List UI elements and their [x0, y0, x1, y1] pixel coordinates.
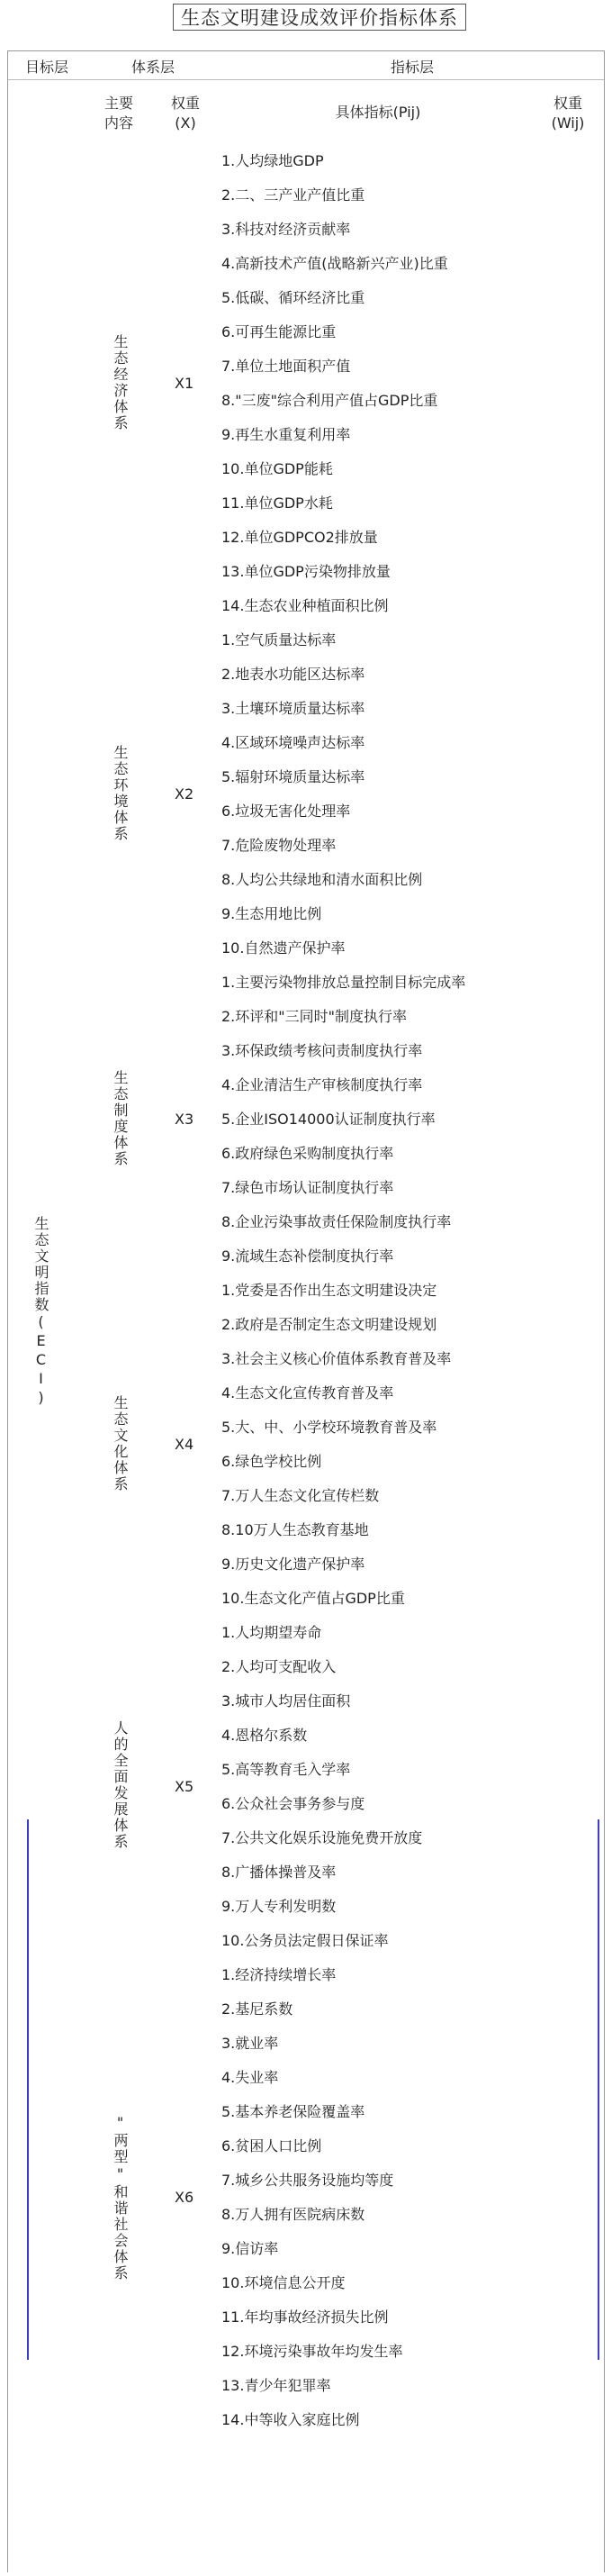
indicator-item: 3.科技对经济贡献率 [221, 221, 351, 238]
main-content-header: 主要内容 [104, 95, 133, 132]
indicator-item: 8.人均公共绿地和清水面积比例 [221, 871, 423, 888]
system-weight: X6 [175, 2189, 194, 2206]
indicator-item: 4.企业清洁生产审核制度执行率 [221, 1076, 423, 1093]
indicator-item: 1.经济持续增长率 [221, 1966, 337, 1983]
indicator-item: 5.大、中、小学校环境教育普及率 [221, 1419, 437, 1436]
indicator-item: 1.党委是否作出生态文明建设决定 [221, 1282, 437, 1299]
right-accent-line [598, 1819, 599, 2360]
indicator-item: 10.自然遗产保护率 [221, 939, 346, 957]
specific-indicator-header: 具体指标(Pij) [335, 104, 421, 121]
indicator-item: 9.信访率 [221, 2240, 279, 2257]
system-layer-header: 体系层 [131, 59, 176, 76]
indicator-item: 11.年均事故经济损失比例 [221, 2308, 389, 2326]
indicator-item: 7.绿色市场认证制度执行率 [221, 1179, 394, 1196]
system-name: 生态经济体系 [112, 334, 129, 431]
indicator-item: 8.广播体操普及率 [221, 1864, 337, 1881]
indicator-layer-header: 指标层 [391, 59, 435, 76]
system-name: "两型"和谐社会体系 [112, 2114, 129, 2281]
indicator-item: 4.恩格尔系数 [221, 1727, 308, 1744]
indicator-item: 5.辐射环境质量达标率 [221, 768, 365, 785]
indicator-item: 7.单位土地面积产值 [221, 358, 351, 375]
indicator-item: 9.历史文化遗产保护率 [221, 1556, 365, 1573]
indicator-item: 9.再生水重复利用率 [221, 426, 351, 443]
indicator-item: 10.单位GDP能耗 [221, 460, 333, 477]
indicator-item: 5.企业ISO14000认证制度执行率 [221, 1111, 436, 1128]
indicator-item: 5.低碳、循环经济比重 [221, 289, 365, 306]
system-weight: X3 [175, 1111, 194, 1128]
system-weight: X1 [175, 375, 194, 392]
indicator-item: 3.就业率 [221, 2035, 279, 2052]
indicator-item: 8.企业污染事故责任保险制度执行率 [221, 1213, 452, 1230]
right-border [604, 50, 605, 2572]
indicator-item: 2.人均可支配收入 [221, 1658, 337, 1675]
table-header-row [7, 52, 605, 80]
indicator-item: 1.主要污染物排放总量控制目标完成率 [221, 974, 466, 991]
indicator-item: 9.流域生态补偿制度执行率 [221, 1247, 394, 1265]
system-name: 生态文化体系 [112, 1395, 129, 1492]
indicator-item: 8."三废"综合利用产值占GDP比重 [221, 392, 438, 409]
system-weight: X2 [175, 785, 194, 803]
indicator-item: 11.单位GDP水耗 [221, 494, 333, 512]
indicator-item: 12.环境污染事故年均发生率 [221, 2343, 403, 2360]
indicator-item: 5.基本养老保险覆盖率 [221, 2103, 365, 2120]
indicator-item: 3.环保政绩考核问责制度执行率 [221, 1042, 423, 1059]
indicator-item: 1.空气质量达标率 [221, 631, 337, 649]
indicator-item: 6.垃圾无害化处理率 [221, 803, 351, 820]
goal-eci-label: 生态文明指数(ECI) [32, 1216, 50, 1408]
left-border [7, 50, 8, 2572]
weight-w-header: 权重(Wij) [551, 95, 585, 132]
goal-layer-header: 目标层 [25, 59, 69, 76]
indicator-item: 3.城市人均居住面积 [221, 1692, 351, 1710]
indicator-item: 12.单位GDPCO2排放量 [221, 529, 378, 546]
indicator-item: 2.基尼系数 [221, 2000, 293, 2018]
indicator-item: 9.生态用地比例 [221, 905, 322, 922]
indicator-item: 5.高等教育毛入学率 [221, 1761, 351, 1778]
indicator-item: 7.万人生态文化宣传栏数 [221, 1487, 380, 1504]
indicator-item: 2.环评和"三同时"制度执行率 [221, 1008, 407, 1025]
indicator-item: 4.生态文化宣传教育普及率 [221, 1384, 394, 1401]
system-name: 生态环境体系 [112, 745, 129, 842]
system-weight: X4 [175, 1436, 194, 1453]
page-title: 生态文明建设成效评价指标体系 [173, 4, 466, 31]
indicator-item: 4.高新技术产值(战略新兴产业)比重 [221, 255, 448, 272]
system-weight: X5 [175, 1778, 194, 1795]
indicator-item: 8.万人拥有医院病床数 [221, 2206, 365, 2223]
indicator-item: 8.10万人生态教育基地 [221, 1521, 369, 1538]
indicator-item: 6.公众社会事务参与度 [221, 1795, 365, 1812]
indicator-item: 10.环境信息公开度 [221, 2274, 346, 2291]
left-accent-line [27, 1819, 29, 2360]
indicator-item: 3.社会主义核心价值体系教育普及率 [221, 1350, 452, 1367]
indicator-item: 1.人均绿地GDP [221, 152, 324, 169]
indicator-item: 14.生态农业种植面积比例 [221, 597, 389, 614]
indicator-item: 14.中等收入家庭比例 [221, 2411, 360, 2428]
indicator-item: 7.城乡公共服务设施均等度 [221, 2172, 394, 2189]
weight-x-header: 权重(X) [170, 95, 200, 132]
indicator-item: 1.人均期望寿命 [221, 1624, 322, 1641]
indicator-item: 4.失业率 [221, 2069, 279, 2086]
indicator-item: 10.生态文化产值占GDP比重 [221, 1590, 405, 1607]
indicator-item: 6.贫困人口比例 [221, 2137, 322, 2154]
indicator-item: 3.土壤环境质量达标率 [221, 700, 365, 717]
indicator-item: 2.二、三产业产值比重 [221, 186, 365, 204]
indicator-item: 13.单位GDP污染物排放量 [221, 563, 391, 580]
indicator-item: 7.公共文化娱乐设施免费开放度 [221, 1829, 423, 1846]
indicator-item: 9.万人专利发明数 [221, 1898, 337, 1915]
indicator-item: 4.区域环境噪声达标率 [221, 734, 365, 751]
indicator-item: 13.青少年犯罪率 [221, 2377, 331, 2394]
indicator-item: 2.地表水功能区达标率 [221, 666, 365, 683]
system-name: 生态制度体系 [112, 1070, 129, 1167]
indicator-item: 6.绿色学校比例 [221, 1453, 322, 1470]
indicator-item: 7.危险废物处理率 [221, 837, 337, 854]
system-name: 人的全面发展体系 [112, 1720, 129, 1850]
indicator-item: 10.公务员法定假日保证率 [221, 1932, 389, 1949]
indicator-item: 6.可再生能源比重 [221, 323, 337, 340]
top-divider [7, 50, 605, 51]
indicator-item: 2.政府是否制定生态文明建设规划 [221, 1316, 437, 1333]
indicator-item: 6.政府绿色采购制度执行率 [221, 1145, 394, 1162]
